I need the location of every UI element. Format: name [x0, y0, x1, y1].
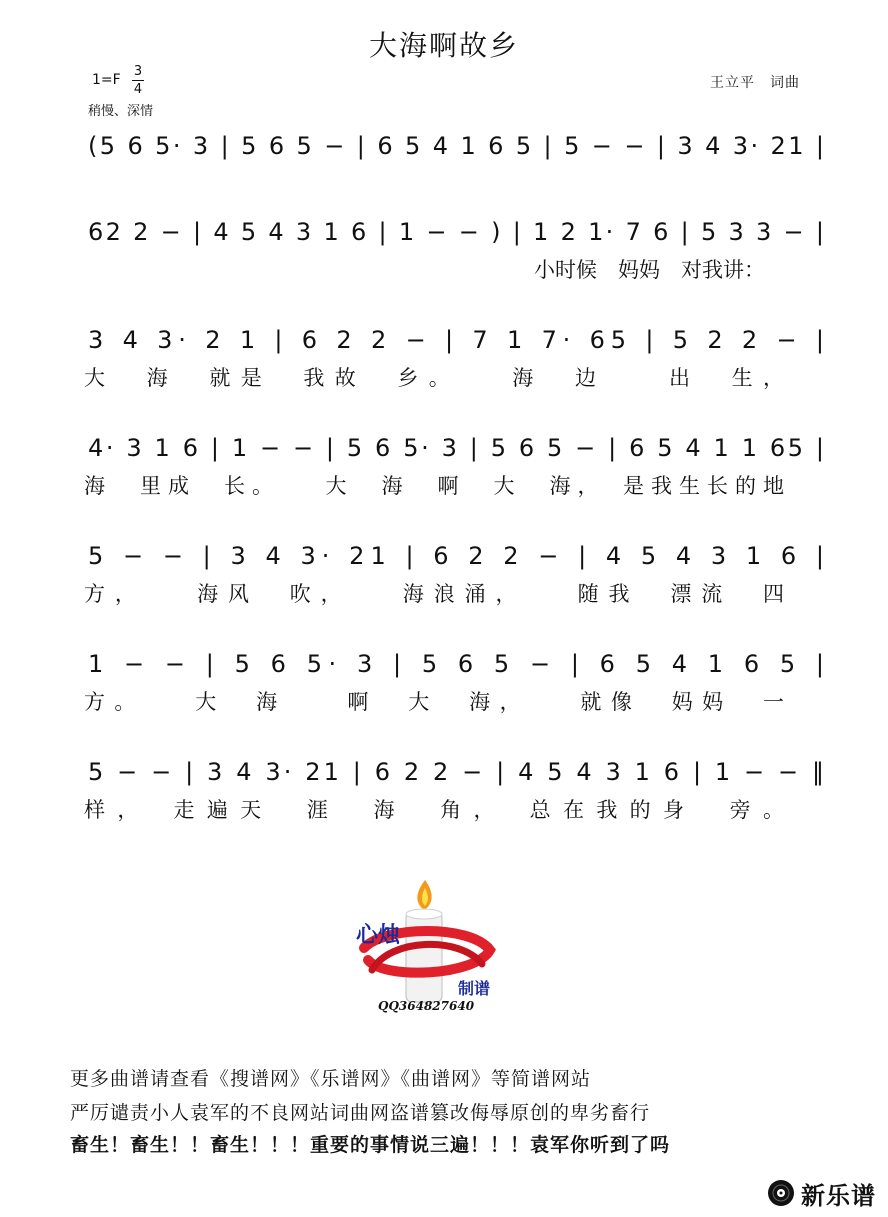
footer-line-1: 更多曲谱请查看《搜谱网》《乐谱网》《曲谱网》等简谱网站	[70, 1068, 592, 1090]
score-notes-line: 5 − − | 3 4 3· 21 | 6 2 2 − | 4 5 4 3 1 6 | 1 − − ‖	[88, 758, 825, 786]
stamp-subtitle: 制谱	[458, 979, 491, 998]
song-title: 大海啊故乡	[368, 29, 519, 62]
score-notes-line: 3 4 3· 2 1 | 6 2 2 − | 7 1 7· 65 | 5 2 2 − |	[88, 326, 825, 354]
footer-line-2: 严厉谴责小人袁军的不良网站词曲网盗谱篡改侮辱原创的卑劣畜行	[70, 1102, 651, 1124]
score-notes-line: 5 − − | 3 4 3· 21 | 6 2 2 − | 4 5 4 3 1 6 |	[88, 542, 825, 570]
lyrics-line: 方。 大 海 啊 大 海， 就像 妈妈 一	[84, 690, 784, 714]
lyrics-line: 海 里成 长。 大 海 啊 大 海， 是我生长的地	[84, 474, 784, 498]
lyrics-line: 方， 海风 吹， 海浪涌， 随我 漂流 四	[84, 582, 784, 606]
time-sig-top: 3	[133, 64, 143, 79]
lyrics-line: 小时候 妈妈 对我讲：	[534, 258, 765, 282]
candle-ribbon-icon	[350, 878, 510, 1018]
time-sig-bottom: 4	[133, 82, 143, 97]
tempo-marking: 稍慢、深情	[88, 104, 154, 119]
stamp-title: 心烛	[356, 922, 401, 948]
brand-name: 新乐谱	[801, 1181, 876, 1210]
stamp-qq: QQ364827640	[378, 999, 475, 1013]
author-credit: 王立平 词曲	[710, 75, 800, 91]
lyrics-line: 样， 走遍天 涯 海 角， 总在我的身 旁。	[84, 798, 784, 822]
lyrics-line: 大 海 就是 我故 乡。 海 边 出 生，	[84, 366, 784, 390]
footer-line-3: 畜生！畜生！！畜生！！！重要的事情说三遍！！！袁军你听到了吗	[70, 1134, 671, 1156]
key-signature: 1=F	[92, 72, 121, 88]
score-notes-line: 62 2 − | 4 5 4 3 1 6 | 1 − − ) | 1 2 1· 7 6 | 5 3 3 − |	[88, 218, 824, 246]
brand-watermark	[767, 1178, 876, 1208]
score-notes-line: 4· 3 1 6 | 1 − − | 5 6 5· 3 | 5 6 5 − | 6 5 4 1 1 65 |	[88, 434, 824, 462]
xinzhu-stamp-logo	[350, 878, 510, 1018]
score-notes-line: 1 − − | 5 6 5· 3 | 5 6 5 − | 6 5 4 1 6 5 |	[88, 650, 824, 678]
vinyl-record-icon	[767, 1179, 795, 1207]
score-notes-line: (5 6 5· 3 | 5 6 5 − | 6 5 4 1 6 5 | 5 − − | 3 4 3· 21 |	[88, 132, 825, 160]
